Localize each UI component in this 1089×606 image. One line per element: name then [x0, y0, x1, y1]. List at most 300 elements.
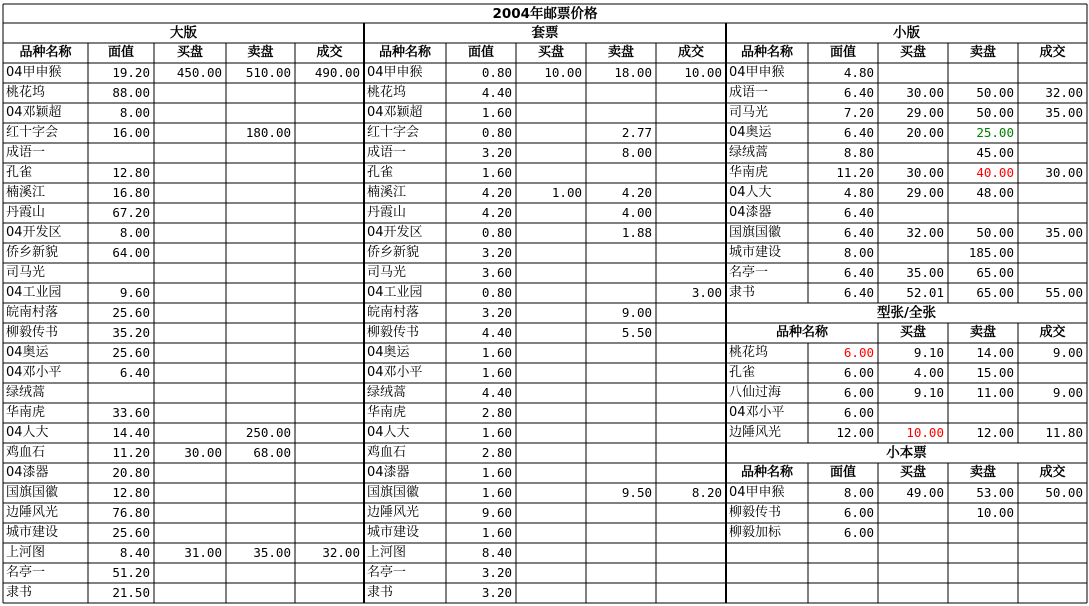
price-cell	[516, 363, 586, 383]
price-cell	[154, 123, 226, 143]
price-cell: 1.60	[481, 365, 512, 380]
price-cell	[656, 263, 726, 283]
price-cell	[226, 523, 295, 543]
price-cell: 31.00	[184, 545, 222, 560]
price-cell	[516, 163, 586, 183]
item-name: 城市建设	[729, 245, 782, 260]
price-cell: 9.60	[481, 505, 512, 520]
column-header-dab-3: 卖盘	[247, 45, 274, 60]
price-cell	[154, 243, 226, 263]
item-name: 侨乡新貌	[6, 245, 59, 260]
item-name: 柳毅传书	[729, 505, 782, 520]
price-cell	[878, 563, 948, 583]
price-cell: 1.60	[481, 425, 512, 440]
price-cell	[586, 343, 656, 363]
item-name: 司马光	[729, 105, 769, 120]
price-cell	[295, 323, 364, 343]
price-cell	[586, 103, 656, 123]
price-cell	[586, 563, 656, 583]
price-cell	[1018, 183, 1087, 203]
price-cell: 12.80	[112, 485, 150, 500]
price-cell: 50.00	[976, 225, 1014, 240]
price-cell: 30.00	[906, 85, 944, 100]
price-cell	[516, 303, 586, 323]
price-cell: 4.20	[481, 205, 512, 220]
item-name: 名亭一	[729, 265, 769, 280]
price-cell: 12.80	[112, 165, 150, 180]
price-cell: 67.20	[112, 205, 150, 220]
price-cell	[878, 543, 948, 563]
price-cell: 50.00	[976, 105, 1014, 120]
column-header-xiaobp-4: 成交	[1039, 465, 1066, 480]
price-cell	[1018, 263, 1087, 283]
item-name: 柳毅传书	[367, 325, 420, 340]
price-cell	[586, 283, 656, 303]
item-name: 隶书	[729, 285, 756, 300]
price-cell: 10.00	[684, 65, 722, 80]
item-name: 柳毅传书	[6, 325, 59, 340]
price-cell	[154, 263, 226, 283]
price-cell: 18.00	[614, 65, 652, 80]
price-cell	[226, 403, 295, 423]
price-cell	[1018, 503, 1087, 523]
price-cell: 2.77	[621, 125, 652, 140]
price-cell	[295, 343, 364, 363]
price-cell	[154, 203, 226, 223]
column-header-taop-3: 卖盘	[607, 45, 634, 60]
item-name: 楠溪江	[367, 185, 407, 200]
price-cell: 35.00	[1045, 105, 1083, 120]
price-cell	[1018, 143, 1087, 163]
price-cell	[656, 103, 726, 123]
price-cell: 15.00	[976, 365, 1014, 380]
item-name: 04邓小平	[367, 365, 423, 380]
price-cell: 3.20	[481, 245, 512, 260]
price-cell: 1.00	[551, 185, 582, 200]
item-name: 鸡血石	[6, 445, 46, 460]
item-name: 丹霞山	[367, 205, 407, 220]
price-cell	[948, 543, 1018, 563]
price-cell: 8.00	[621, 145, 652, 160]
price-cell	[154, 343, 226, 363]
price-cell	[226, 163, 295, 183]
price-cell: 35.00	[253, 545, 291, 560]
item-name: 隶书	[6, 585, 33, 600]
price-cell	[154, 363, 226, 383]
item-name: 桃花坞	[729, 345, 769, 360]
column-header-xiaob-4: 成交	[1039, 45, 1066, 60]
price-cell: 1.60	[481, 165, 512, 180]
price-cell	[516, 203, 586, 223]
item-name: 红十字会	[367, 125, 420, 140]
item-name: 04甲申猴	[6, 65, 62, 80]
price-cell: 5.50	[621, 325, 652, 340]
item-name: 04工业园	[367, 285, 423, 300]
price-cell	[295, 363, 364, 383]
price-cell	[948, 403, 1018, 423]
price-cell	[154, 503, 226, 523]
item-name: 04甲申猴	[729, 485, 785, 500]
price-cell	[656, 503, 726, 523]
price-cell: 14.40	[112, 425, 150, 440]
price-cell	[154, 563, 226, 583]
price-cell: 55.00	[1045, 285, 1083, 300]
price-cell	[948, 523, 1018, 543]
price-cell: 12.00	[976, 425, 1014, 440]
price-cell	[516, 383, 586, 403]
price-cell	[586, 403, 656, 423]
price-cell	[226, 563, 295, 583]
price-cell	[226, 103, 295, 123]
item-name: 八仙过海	[729, 385, 782, 400]
price-cell: 53.00	[976, 485, 1014, 500]
price-cell: 8.40	[481, 545, 512, 560]
price-cell	[516, 83, 586, 103]
price-cell: 20.00	[906, 125, 944, 140]
price-cell	[295, 503, 364, 523]
price-cell	[878, 63, 948, 83]
item-name: 成语一	[367, 145, 407, 160]
price-cell: 1.60	[481, 105, 512, 120]
price-cell	[656, 563, 726, 583]
price-cell	[878, 143, 948, 163]
price-cell: 1.60	[481, 485, 512, 500]
price-cell: 4.80	[843, 65, 874, 80]
price-cell	[656, 443, 726, 463]
price-cell: 35.00	[1045, 225, 1083, 240]
price-cell: 4.00	[621, 205, 652, 220]
price-cell	[586, 503, 656, 523]
price-cell	[586, 243, 656, 263]
price-cell	[226, 363, 295, 383]
price-cell: 6.00	[843, 525, 874, 540]
price-cell	[154, 143, 226, 163]
price-cell: 64.00	[112, 245, 150, 260]
price-cell: 32.00	[906, 225, 944, 240]
price-cell: 11.80	[1045, 425, 1083, 440]
item-name: 桃花坞	[6, 85, 46, 100]
price-cell: 2.80	[481, 405, 512, 420]
price-cell: 6.00	[843, 505, 874, 520]
price-cell	[516, 423, 586, 443]
price-cell: 68.00	[253, 445, 291, 460]
price-cell	[295, 83, 364, 103]
price-cell	[948, 63, 1018, 83]
item-name: 边陲风光	[729, 425, 782, 440]
price-cell: 6.40	[843, 205, 874, 220]
item-name: 孔雀	[367, 165, 394, 180]
price-cell	[1018, 583, 1087, 603]
price-cell	[226, 503, 295, 523]
item-name	[726, 583, 808, 603]
price-cell	[656, 203, 726, 223]
price-cell	[656, 523, 726, 543]
price-cell: 4.00	[913, 365, 944, 380]
price-cell: 88.00	[112, 85, 150, 100]
price-cell	[154, 423, 226, 443]
price-cell	[516, 123, 586, 143]
item-name: 04工业园	[6, 285, 62, 300]
price-cell	[154, 583, 226, 603]
price-cell: 50.00	[1045, 485, 1083, 500]
price-cell	[656, 183, 726, 203]
price-cell: 14.00	[976, 345, 1014, 360]
item-name: 04奥运	[6, 345, 49, 360]
price-cell: 51.20	[112, 565, 150, 580]
item-name: 隶书	[367, 585, 394, 600]
price-cell: 49.00	[906, 485, 944, 500]
price-cell	[948, 583, 1018, 603]
price-cell: 30.00	[1045, 165, 1083, 180]
item-name	[726, 563, 808, 583]
price-cell	[154, 403, 226, 423]
price-cell	[295, 443, 364, 463]
price-cell: 11.20	[112, 445, 150, 460]
price-cell	[516, 403, 586, 423]
column-header-xiaob-0: 品种名称	[740, 45, 793, 60]
item-name: 城市建设	[6, 525, 59, 540]
section-title-dab: 大版	[170, 25, 197, 41]
price-cell	[656, 323, 726, 343]
column-header-xiaob-1: 面值	[829, 45, 856, 60]
item-name: 国旗国徽	[6, 485, 59, 500]
item-name: 边陲风光	[367, 505, 420, 520]
item-name: 04邓颖超	[6, 105, 62, 120]
price-cell: 25.60	[112, 305, 150, 320]
price-cell	[516, 143, 586, 163]
price-cell: 29.00	[906, 185, 944, 200]
price-cell	[88, 143, 154, 163]
price-cell: 4.40	[481, 385, 512, 400]
price-cell: 3.00	[691, 285, 722, 300]
price-cell	[656, 403, 726, 423]
item-name: 华南虎	[6, 405, 46, 420]
column-header-xingz-3: 成交	[1039, 325, 1066, 340]
price-cell	[948, 203, 1018, 223]
item-name: 04邓小平	[6, 365, 62, 380]
price-cell: 1.60	[481, 525, 512, 540]
price-cell: 0.80	[481, 125, 512, 140]
price-cell: 65.00	[976, 285, 1014, 300]
item-name: 绿绒蒿	[367, 385, 407, 400]
price-cell	[586, 263, 656, 283]
price-cell	[295, 283, 364, 303]
price-cell	[226, 583, 295, 603]
price-cell: 35.20	[112, 325, 150, 340]
price-cell	[516, 243, 586, 263]
price-cell: 16.00	[112, 125, 150, 140]
item-name: 司马光	[367, 265, 407, 280]
price-cell	[878, 503, 948, 523]
price-cell: 510.00	[245, 65, 291, 80]
price-cell: 8.00	[119, 105, 150, 120]
item-name: 侨乡新貌	[367, 245, 420, 260]
price-cell	[1018, 403, 1087, 423]
section-title-taop: 套票	[531, 25, 559, 41]
price-cell	[586, 583, 656, 603]
price-cell	[154, 483, 226, 503]
price-cell	[656, 583, 726, 603]
column-header-xiaobp-2: 买盘	[899, 465, 926, 480]
price-cell	[1018, 363, 1087, 383]
price-cell	[516, 323, 586, 343]
price-cell: 8.80	[843, 145, 874, 160]
price-cell: 40.00	[976, 165, 1014, 180]
item-name: 绿绒蒿	[729, 145, 769, 160]
price-cell	[154, 83, 226, 103]
price-cell: 9.10	[913, 385, 944, 400]
item-name: 皖南村落	[367, 305, 420, 320]
price-cell	[656, 223, 726, 243]
price-cell: 12.00	[836, 425, 874, 440]
price-cell: 50.00	[976, 85, 1014, 100]
price-cell	[154, 183, 226, 203]
item-name: 红十字会	[6, 125, 59, 140]
column-header-xingz-1: 买盘	[899, 325, 926, 340]
price-cell	[586, 83, 656, 103]
item-name: 04开发区	[367, 225, 423, 240]
price-cell: 25.60	[112, 525, 150, 540]
item-name	[726, 543, 808, 563]
price-cell	[586, 443, 656, 463]
price-cell: 10.00	[906, 425, 944, 440]
price-cell: 10.00	[976, 505, 1014, 520]
price-cell	[154, 383, 226, 403]
item-name: 成语一	[6, 145, 46, 160]
price-cell	[226, 383, 295, 403]
price-cell	[226, 283, 295, 303]
price-cell: 490.00	[314, 65, 360, 80]
price-cell: 1.60	[481, 465, 512, 480]
price-cell	[808, 583, 878, 603]
price-cell	[1018, 563, 1087, 583]
item-name: 04人大	[6, 425, 49, 440]
price-cell	[154, 523, 226, 543]
item-name: 04邓颖超	[367, 105, 423, 120]
price-cell	[295, 263, 364, 283]
price-cell	[226, 463, 295, 483]
price-cell	[154, 103, 226, 123]
price-cell	[295, 123, 364, 143]
price-cell	[516, 543, 586, 563]
column-header-xiaob-3: 卖盘	[969, 45, 996, 60]
price-cell	[586, 543, 656, 563]
price-cell	[226, 83, 295, 103]
item-name: 名亭一	[6, 565, 46, 580]
item-name: 司马光	[6, 265, 46, 280]
price-cell	[516, 343, 586, 363]
price-cell: 10.00	[544, 65, 582, 80]
price-cell	[516, 483, 586, 503]
price-cell	[1018, 543, 1087, 563]
price-cell	[295, 163, 364, 183]
price-cell: 21.50	[112, 585, 150, 600]
price-cell	[226, 263, 295, 283]
price-cell	[516, 563, 586, 583]
price-cell	[878, 583, 948, 603]
section-title-xiaob: 小版	[893, 25, 920, 41]
section-title-xingz: 型张/全张	[877, 305, 936, 321]
price-cell: 8.20	[691, 485, 722, 500]
price-cell	[516, 263, 586, 283]
price-cell	[586, 523, 656, 543]
column-header-xingz-0: 品种名称	[775, 325, 828, 340]
item-name: 城市建设	[367, 525, 420, 540]
price-cell	[1018, 203, 1087, 223]
item-name: 04漆器	[729, 205, 772, 220]
column-header-xiaobp-3: 卖盘	[969, 465, 996, 480]
price-cell	[656, 543, 726, 563]
item-name: 名亭一	[367, 565, 407, 580]
price-cell	[516, 103, 586, 123]
column-header-dab-0: 品种名称	[19, 45, 72, 60]
price-cell	[656, 423, 726, 443]
price-cell: 3.20	[481, 305, 512, 320]
price-cell	[878, 523, 948, 543]
price-cell: 6.40	[843, 85, 874, 100]
price-cell: 3.20	[481, 145, 512, 160]
price-cell: 11.20	[836, 165, 874, 180]
item-name: 鸡血石	[367, 445, 407, 460]
price-cell	[516, 463, 586, 483]
price-cell: 32.00	[1045, 85, 1083, 100]
item-name: 柳毅加标	[729, 525, 782, 540]
price-cell: 4.80	[843, 185, 874, 200]
price-cell	[656, 463, 726, 483]
price-cell	[154, 463, 226, 483]
price-cell	[295, 483, 364, 503]
item-name: 孔雀	[729, 365, 756, 380]
price-cell	[226, 203, 295, 223]
price-cell	[154, 163, 226, 183]
price-cell: 2.80	[481, 445, 512, 460]
price-cell	[295, 583, 364, 603]
price-cell	[295, 303, 364, 323]
item-name: 丹霞山	[6, 205, 46, 220]
price-cell	[808, 563, 878, 583]
item-name: 04漆器	[367, 465, 410, 480]
price-cell: 6.40	[843, 225, 874, 240]
price-cell: 8.00	[119, 225, 150, 240]
price-cell	[88, 263, 154, 283]
price-cell	[295, 103, 364, 123]
price-cell: 9.00	[621, 305, 652, 320]
item-name: 国旗国徽	[729, 225, 782, 240]
price-cell: 450.00	[176, 65, 222, 80]
price-cell: 6.00	[843, 385, 874, 400]
column-header-xiaob-2: 买盘	[899, 45, 926, 60]
price-cell	[656, 243, 726, 263]
price-cell	[586, 423, 656, 443]
item-name: 04甲申猴	[367, 65, 423, 80]
price-cell	[656, 383, 726, 403]
price-cell	[586, 363, 656, 383]
price-cell: 1.88	[621, 225, 652, 240]
price-cell: 33.60	[112, 405, 150, 420]
price-cell: 6.00	[843, 405, 874, 420]
price-cell	[516, 503, 586, 523]
item-name: 上河图	[6, 545, 46, 560]
price-cell	[226, 243, 295, 263]
price-cell	[586, 163, 656, 183]
price-cell: 7.20	[843, 105, 874, 120]
price-cell	[154, 303, 226, 323]
price-cell: 250.00	[245, 425, 291, 440]
price-cell: 9.00	[1052, 385, 1083, 400]
column-header-taop-0: 品种名称	[378, 45, 431, 60]
price-cell: 180.00	[245, 125, 291, 140]
price-cell: 9.60	[119, 285, 150, 300]
